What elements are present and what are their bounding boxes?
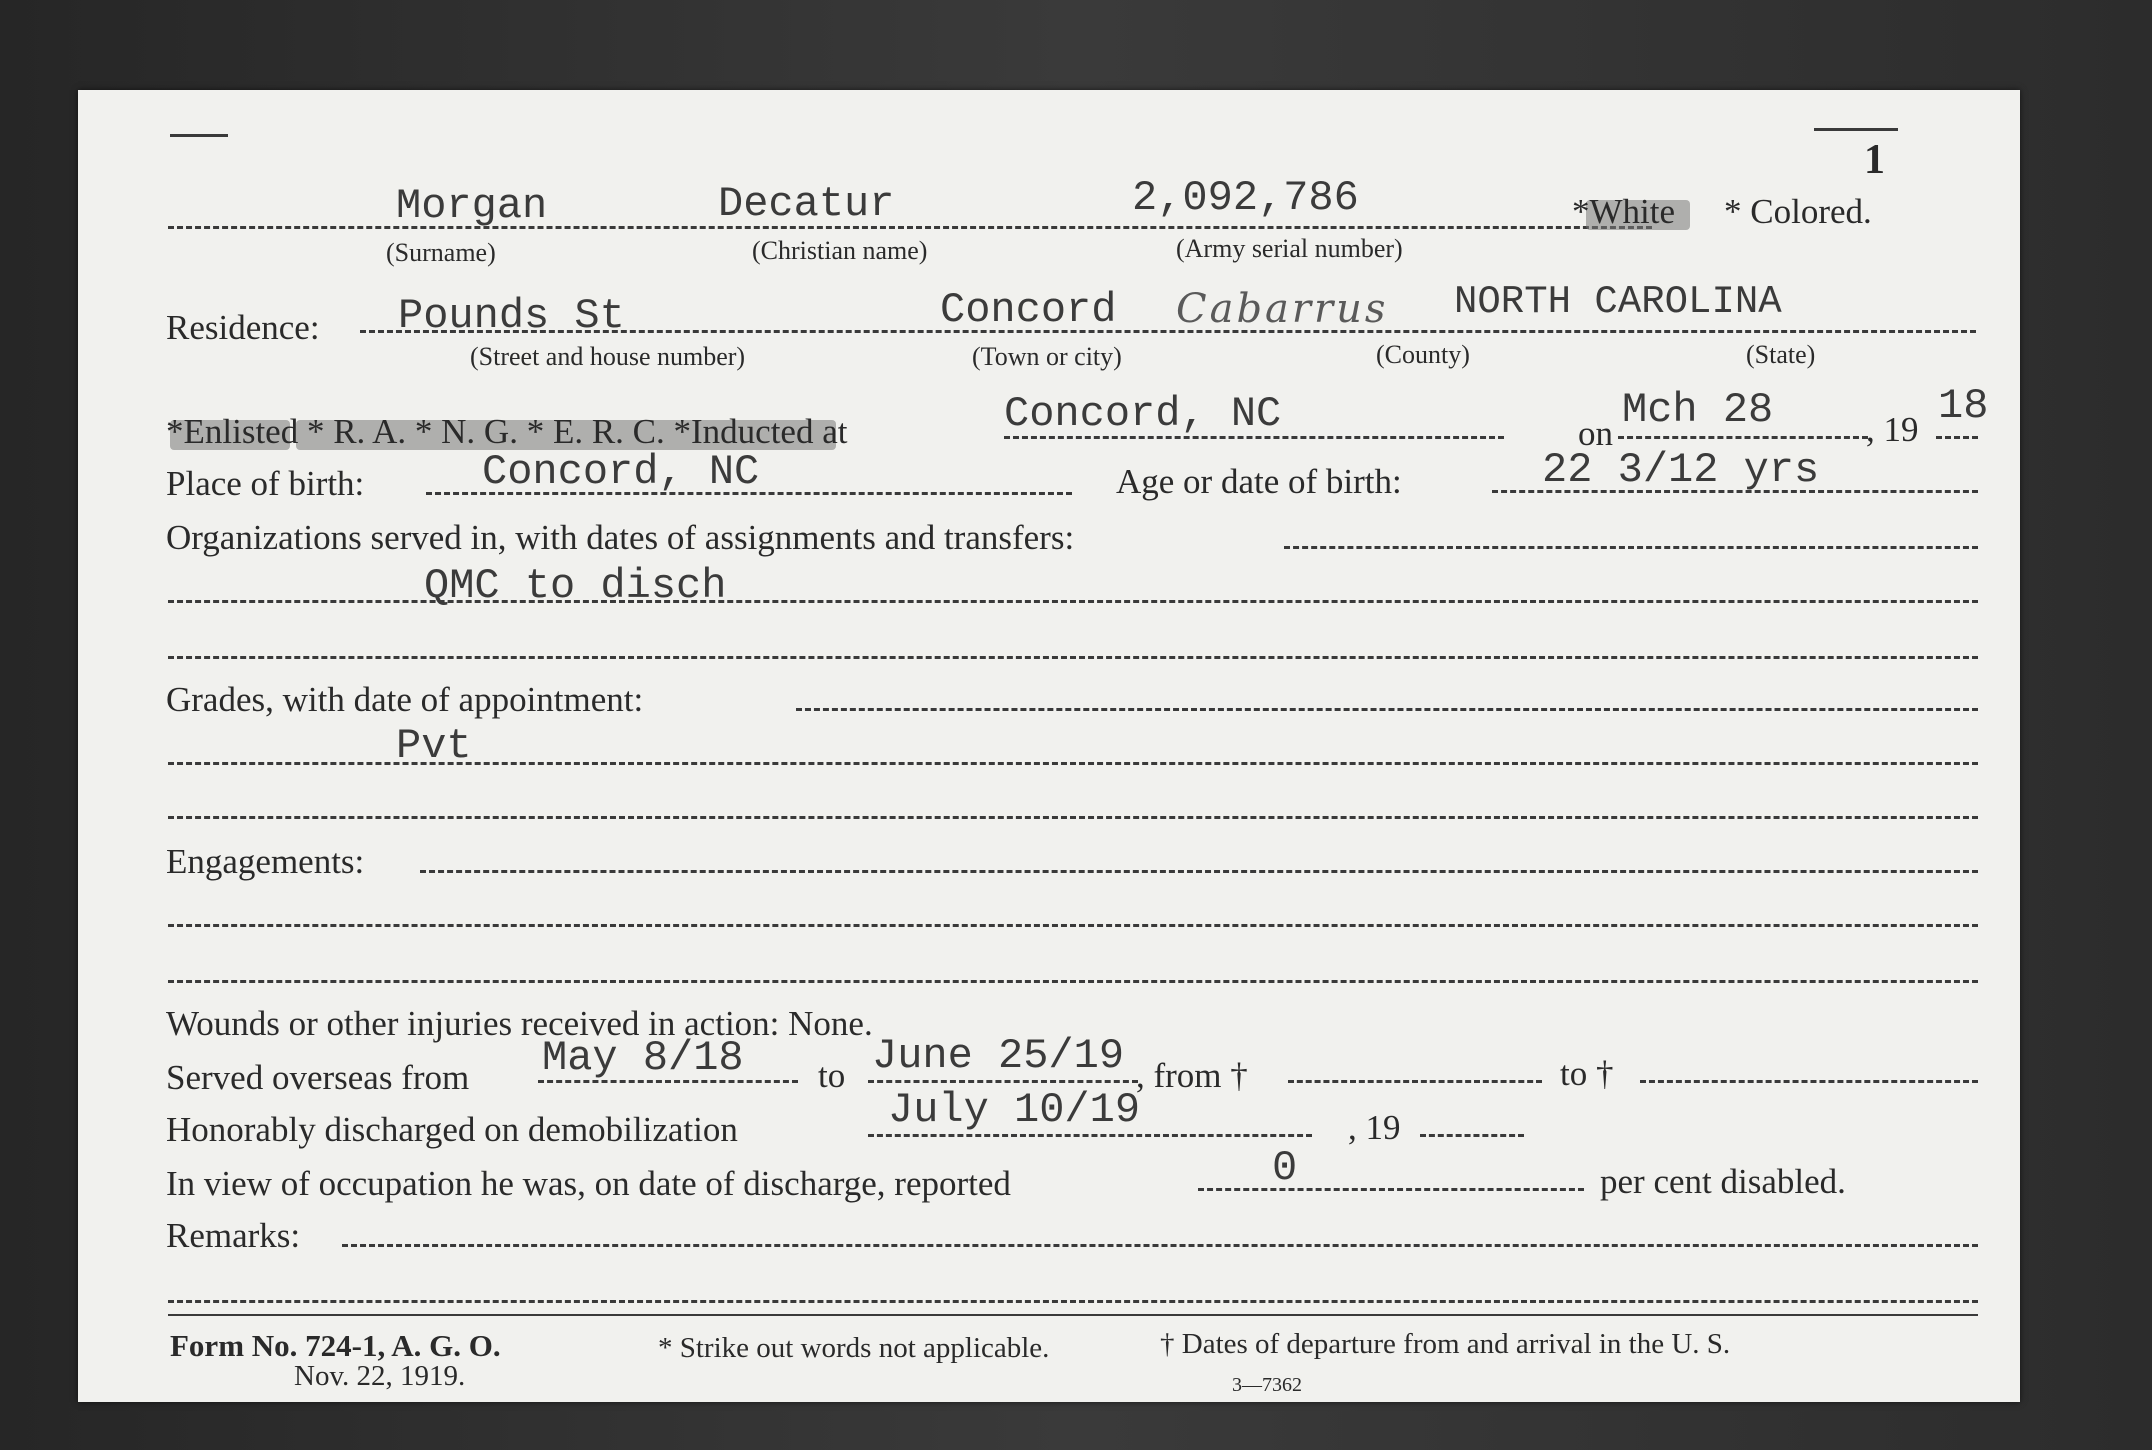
age-line xyxy=(1492,490,1978,493)
overseas-from-date: May 8/18 xyxy=(542,1034,744,1082)
on-label: on xyxy=(1578,414,1613,453)
grades-label: Grades, with date of appointment: xyxy=(166,680,644,719)
overseas-to2-label: to † xyxy=(1560,1054,1614,1093)
top-right-rule xyxy=(1814,128,1898,131)
grades-line-1 xyxy=(796,708,1978,711)
age-value: 22 3/12 yrs xyxy=(1542,446,1820,494)
street-value: Pounds St xyxy=(398,292,625,340)
inducted-place-value: Concord, NC xyxy=(1004,390,1282,438)
organizations-line-2 xyxy=(168,600,1978,603)
overseas-from2-line xyxy=(1288,1080,1542,1083)
place-of-birth-line xyxy=(426,492,1072,495)
state-caption: (State) xyxy=(1746,340,1816,369)
print-code: 3—7362 xyxy=(1232,1374,1302,1396)
disability-value: 0 xyxy=(1272,1144,1298,1192)
christian-name-caption: (Christian name) xyxy=(752,236,928,265)
engagements-line-2 xyxy=(168,924,1978,927)
overseas-to-label: to xyxy=(818,1056,846,1095)
induction-year-value: 18 xyxy=(1938,382,1989,430)
discharge-label: Honorably discharged on demobilization xyxy=(166,1110,738,1149)
wounds-label: Wounds or other injuries received in action: None. xyxy=(166,1004,873,1043)
inducted-place-line xyxy=(1004,436,1504,439)
street-caption: (Street and house number) xyxy=(470,342,746,371)
card-number: 1 xyxy=(1864,137,1885,183)
induction-year-line xyxy=(1936,436,1978,439)
engagements-line-1 xyxy=(420,870,1978,873)
place-of-birth-value: Concord, NC xyxy=(482,448,760,496)
county-value: Cabarrus xyxy=(1176,286,1389,332)
overseas-label: Served overseas from xyxy=(166,1058,470,1097)
organizations-line-1 xyxy=(1284,546,1978,549)
strike-note: * Strike out words not applicable. xyxy=(658,1332,1050,1364)
christian-name-value: Decatur xyxy=(718,180,895,228)
form-date: Nov. 22, 1919. xyxy=(294,1360,466,1392)
name-row-line xyxy=(168,226,1652,229)
discharge-year-line xyxy=(1420,1134,1524,1137)
white-option: *White xyxy=(1572,192,1676,231)
grades-line-2 xyxy=(168,762,1978,765)
remarks-line-2 xyxy=(168,1300,1978,1303)
engagements-line-3 xyxy=(168,980,1978,983)
residence-label: Residence: xyxy=(166,308,320,347)
enlisted-inducted-label: *Enlisted * R. A. * N. G. * E. R. C. *Inducted at xyxy=(166,412,848,451)
serial-caption: (Army serial number) xyxy=(1176,234,1403,263)
grades-value: Pvt xyxy=(396,722,472,770)
form-number: Form No. 724-1, A. G. O. xyxy=(170,1328,501,1363)
engagements-label: Engagements: xyxy=(166,842,365,881)
serial-number-value: 2,092,786 xyxy=(1132,174,1359,222)
age-label: Age or date of birth: xyxy=(1116,462,1402,501)
place-of-birth-label: Place of birth: xyxy=(166,464,365,503)
remarks-line-1 xyxy=(342,1244,1978,1247)
state-value: NORTH CAROLINA xyxy=(1454,280,1782,324)
top-left-rule xyxy=(170,134,228,137)
organizations-value: QMC to disch xyxy=(424,562,727,610)
county-caption: (County) xyxy=(1376,340,1470,369)
discharge-date-line xyxy=(868,1134,1312,1137)
grades-line-3 xyxy=(168,816,1978,819)
organizations-label: Organizations served in, with dates of assignments and transfers: xyxy=(166,518,1075,557)
town-caption: (Town or city) xyxy=(972,342,1122,371)
disability-label: In view of occupation he was, on date of discharge, reported xyxy=(166,1164,1011,1203)
discharge-date: July 10/19 xyxy=(888,1086,1141,1134)
organizations-line-3 xyxy=(168,656,1978,659)
service-record-card xyxy=(78,90,2020,1402)
footer-rule xyxy=(168,1314,1978,1316)
surname-caption: (Surname) xyxy=(386,238,496,267)
discharge-year-prefix: , 19 xyxy=(1348,1108,1401,1147)
colored-option: * Colored. xyxy=(1724,192,1872,231)
surname-value: Morgan xyxy=(396,182,548,230)
induction-date-value: Mch 28 xyxy=(1622,386,1774,434)
induction-date-line xyxy=(1618,436,1868,439)
overseas-to-date: June 25/19 xyxy=(872,1032,1125,1080)
overseas-to-line xyxy=(868,1080,1138,1083)
overseas-from2-label: , from † xyxy=(1136,1056,1248,1095)
overseas-to2-line xyxy=(1640,1080,1978,1083)
remarks-label: Remarks: xyxy=(166,1216,301,1255)
disability-suffix: per cent disabled. xyxy=(1600,1162,1846,1201)
town-value: Concord xyxy=(940,286,1117,334)
residence-line xyxy=(360,330,1976,333)
dates-note: † Dates of departure from and arrival in the U. S. xyxy=(1160,1328,1731,1360)
disability-line xyxy=(1198,1188,1584,1191)
induction-year-prefix: , 19 xyxy=(1866,410,1919,449)
overseas-from-line xyxy=(538,1080,798,1083)
